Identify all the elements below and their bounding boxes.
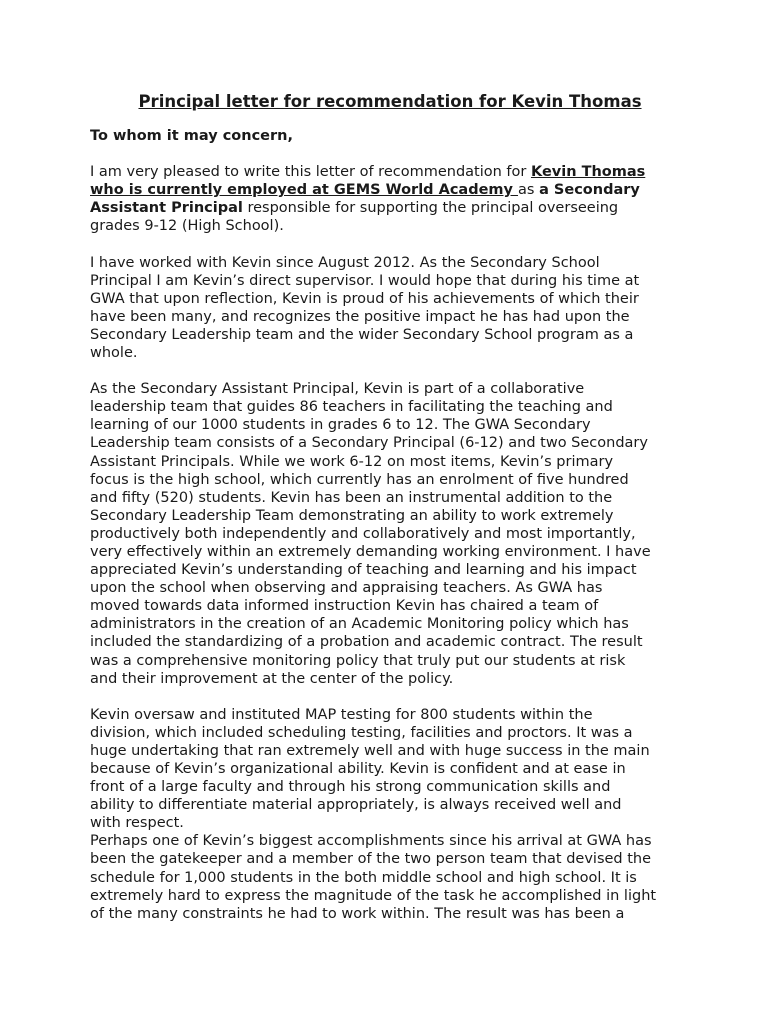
paragraph-line (90, 199, 690, 217)
paragraph-line: moved towards data informed instruction Kevin has chaired a team of (90, 598, 599, 615)
paragraph-line: upon the school when observing and appraising teachers. As GWA has (90, 580, 603, 597)
paragraph-line: very effectively within an extremely demanding working environment. I have (90, 543, 651, 560)
paragraph-line: extremely hard to express the magnitude of the task he accomplished in light (90, 887, 657, 904)
paragraph-line: huge undertaking that ran extremely well and with huge success in the main (90, 742, 650, 759)
letter-page (90, 93, 690, 923)
paragraph-line: I have worked with Kevin since August 2012. As the Secondary School (90, 254, 600, 271)
paragraph-line: and fifty (520) students. Kevin has been an instrumental addition to the (90, 489, 613, 506)
salutation: To whom it may concern, (90, 128, 293, 145)
paragraph-line: included the standardizing of a probation and academic contract. The result (90, 634, 643, 651)
paragraph-line: focus is the high school, which currently has an enrolment of five hundred (90, 471, 629, 488)
paragraph-supervisor (90, 254, 690, 363)
paragraph-line: appreciated Kevin’s understanding of teaching and learning and his impact (90, 562, 637, 579)
paragraph-line: of the many constraints he had to work within. The result was has been a (90, 905, 625, 922)
paragraph-line: with respect. (90, 815, 184, 832)
paragraph-map-testing (90, 706, 690, 833)
intro-text: I am very pleased to write this letter of recommendation for (90, 164, 531, 181)
paragraph-line (90, 163, 690, 181)
paragraph-line: Kevin oversaw and instituted MAP testing for 800 students within the (90, 706, 593, 723)
paragraph-line: Secondary Leadership Team demonstrating an ability to work extremely (90, 507, 614, 524)
paragraph-line: schedule for 1,000 students in the both middle school and high school. It is (90, 869, 637, 886)
paragraph-line: As the Secondary Assistant Principal, Kevin is part of a collaborative (90, 381, 585, 398)
paragraph-line: administrators in the creation of an Academic Monitoring policy which has (90, 616, 629, 633)
paragraph-line: Principal I am Kevin’s direct supervisor. I would hope that during his time at (90, 272, 640, 289)
paragraph-line (90, 181, 690, 199)
paragraph-line: because of Kevin’s organizational ability. Kevin is confident and at ease in (90, 761, 626, 777)
paragraph-line: was a comprehensive monitoring policy that truly put our students at risk (90, 652, 626, 669)
paragraph-line: have been many, and recognizes the positive impact he has had upon the (90, 308, 630, 325)
paragraph-line: been the gatekeeper and a member of the two person team that devised the (90, 851, 652, 868)
paragraph-line: Leadership team consists of a Secondary Principal (6-12) and two Secondary (90, 435, 648, 452)
paragraph-line: grades 9-12 (High School). (90, 218, 284, 235)
paragraph-scheduling (90, 832, 690, 922)
responsibility-text: responsible for supporting the principal overseeing (242, 200, 619, 217)
paragraph-introduction (90, 163, 690, 235)
position-title: Assistant Principal (90, 200, 243, 217)
paragraph-line: learning of our 1000 students in grades 6 to 12. The GWA Secondary (90, 417, 591, 434)
paragraph-line: Secondary Leadership team and the wider Secondary School program as a (90, 326, 634, 343)
letter-title: Principal letter for recommendation for Kevin Thomas (138, 92, 642, 111)
employer-text: who is currently employed at GEMS World Academy (90, 182, 519, 199)
paragraph-line: leadership team that guides 86 teachers in facilitating the teaching and (90, 399, 613, 416)
paragraph-leadership-team (90, 380, 690, 688)
paragraph-line: Perhaps one of Kevin’s biggest accomplishments since his arrival at GWA has (90, 833, 652, 850)
paragraph-line: productively both independently and collaboratively and most importantly, (90, 525, 636, 542)
position-text: a Secondary (539, 182, 640, 199)
paragraph-line: and their improvement at the center of the policy. (90, 670, 454, 687)
paragraph-line: ability to differentiate material appropriately, is always received well and (90, 797, 622, 814)
paragraph-line: whole. (90, 345, 138, 362)
paragraph-line: Assistant Principals. While we work 6-12 on most items, Kevin’s primary (90, 453, 614, 470)
paragraph-line: division, which included scheduling testing, facilities and proctors. It was a (90, 724, 633, 741)
paragraph-line: GWA that upon reflection, Kevin is proud of his achievements of which their (90, 290, 639, 307)
connector-text: as (518, 182, 540, 199)
paragraph-line: front of a large faculty and through his strong communication skills and (90, 779, 611, 796)
candidate-name: Kevin Thomas (530, 164, 646, 181)
